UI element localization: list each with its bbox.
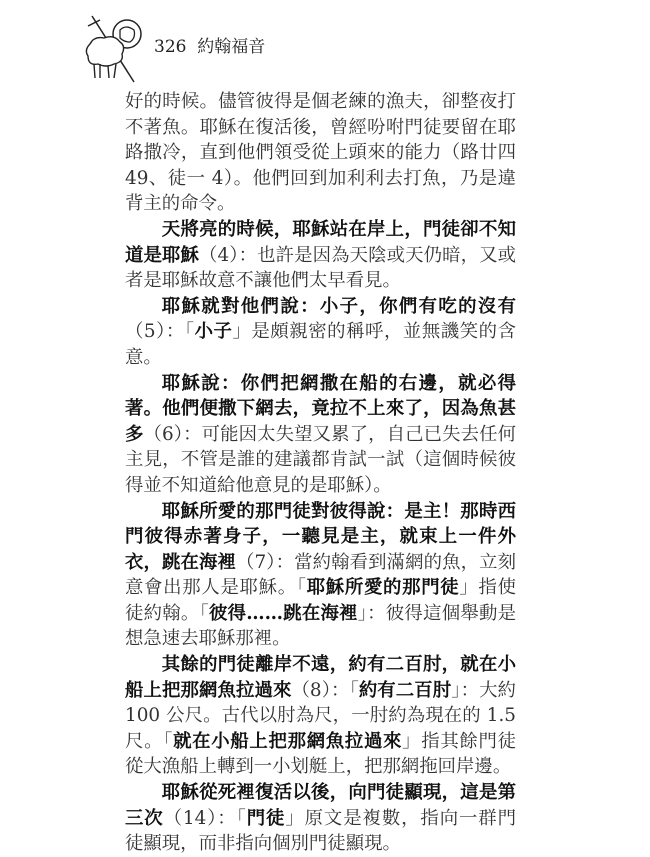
lamb-emblem-icon bbox=[80, 14, 150, 84]
scripture-quote: 其餘的門徒離岸不遠，約有二百肘，就在小船上把那網魚拉過來 bbox=[125, 654, 516, 701]
paragraph bbox=[125, 652, 516, 780]
scripture-quote: 約有二百肘 bbox=[358, 679, 452, 701]
page-number: 326 bbox=[154, 37, 187, 57]
scripture-quote: 門徒 bbox=[246, 807, 286, 829]
scripture-quote: 彼得……跳在海裡 bbox=[208, 602, 358, 624]
paragraph bbox=[125, 499, 516, 653]
scripture-quote: 就在小船上把那網魚拉過來 bbox=[173, 730, 403, 752]
paragraph bbox=[125, 294, 516, 371]
commentary-text: （8）：「 bbox=[291, 679, 359, 701]
scripture-quote: 天將亮的時候，耶穌站在岸上，門徒卻不知道是耶穌 bbox=[125, 218, 516, 266]
page-header bbox=[80, 14, 380, 84]
commentary-text: 」指其餘門徒從大漁船上轉到一小划艇上，把那網拖回岸邊。 bbox=[125, 730, 516, 778]
book-title: 約翰福音 bbox=[197, 37, 266, 57]
commentary-text: 」：彼得這個舉動是想急速去耶穌那裡。 bbox=[125, 602, 516, 650]
scripture-quote: 耶穌所愛的那門徒對彼得說：是主！那時西門彼得赤著身子，一聽見是主，就束上一件外衣，跳在海裡 bbox=[125, 500, 516, 573]
commentary-text: 」指使徒約翰。「 bbox=[125, 577, 516, 624]
commentary-text: 」原文是複數，指向一群門徒顯現，而非指向個別門徒顯現。 bbox=[125, 807, 516, 855]
commentary-body bbox=[125, 89, 516, 857]
paragraph bbox=[125, 371, 516, 499]
commentary-text: （5）：「 bbox=[125, 321, 195, 343]
commentary-text: （14）：「 bbox=[163, 807, 247, 829]
commentary-text: 」是頗親密的稱呼，並無譏笑的含意。 bbox=[125, 321, 516, 368]
paragraph bbox=[125, 217, 516, 294]
commentary-text: （7）：當約翰看到滿網的魚，立刻意會出那人是耶穌。「 bbox=[125, 551, 516, 599]
scripture-quote: 小子 bbox=[194, 321, 233, 343]
scripture-quote: 耶穌所愛的那門徒 bbox=[306, 577, 460, 599]
commentary-text: （4）：也許是因為天陰或天仍暗，又或者是耶穌故意不讓他們太早看見。 bbox=[125, 244, 516, 292]
commentary-text: （6）：可能因太失望又累了，自己已失去任何主見，不管是誰的建議都肯試一試（這個時候彼得並不知道給他意見的是耶穌）。 bbox=[125, 423, 516, 496]
commentary-text: 」：大約 100 公尺。古代以肘為尺，一肘約為現在的 1.5 尺。「 bbox=[125, 679, 516, 752]
scripture-quote: 耶穌從死裡復活以後，向門徒顯現，這是第三次 bbox=[125, 782, 516, 829]
running-header bbox=[154, 32, 265, 57]
commentary-text: 好的時候。儘管彼得是個老練的漁夫，卻整夜打不著魚。耶穌在復活後，曾經吩咐門徒要留在耶路撒冷，直到他們領受從上頭來的能力（路廿四 49、徒一 4）。他們回到加利利去打魚，乃是違背主的命令。 bbox=[125, 91, 516, 215]
paragraph bbox=[125, 780, 516, 857]
scripture-quote: 耶穌說：你們把網撒在船的右邊，就必得著。他們便撒下網去，竟拉不上來了，因為魚甚多 bbox=[125, 372, 516, 445]
scripture-quote: 耶穌就對他們說：小子，你們有吃的沒有 bbox=[161, 295, 516, 317]
paragraph bbox=[125, 89, 516, 217]
